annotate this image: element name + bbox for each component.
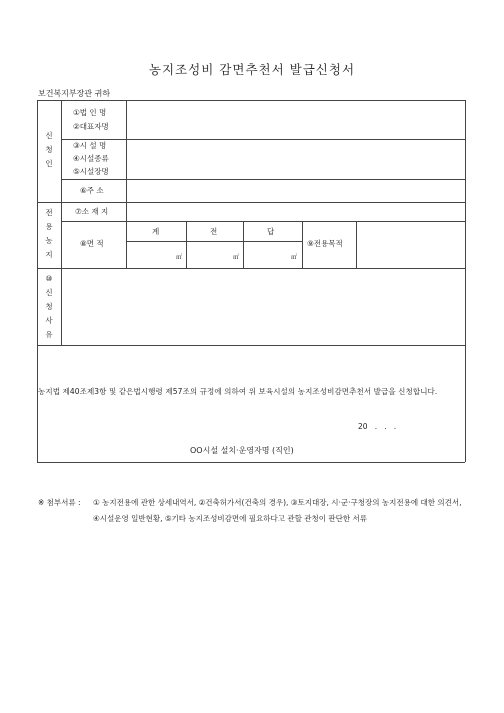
area-field-unit: ㎡ bbox=[233, 254, 240, 261]
reason-label-char: 신 bbox=[45, 288, 53, 297]
address-label: ⑥주 소 bbox=[80, 186, 104, 195]
attachments-label: ※ 첨부서류 : bbox=[38, 498, 81, 507]
reason-section-label bbox=[42, 272, 56, 342]
representative-name-label: ②대표자명 bbox=[73, 122, 109, 131]
farmland-label-char: 용 bbox=[45, 222, 53, 231]
area-total-header: 계 bbox=[152, 227, 160, 236]
farmland-label-char: 농 bbox=[45, 236, 53, 245]
application-date: 20 . . . bbox=[358, 422, 397, 431]
addressee: 보건복지부장관 귀하 bbox=[38, 89, 111, 98]
page-title: 농지조성비 감면추천서 발급신청서 bbox=[148, 62, 356, 77]
facility-type-label: ④시설종류 bbox=[73, 154, 109, 163]
farmland-label-char: 지 bbox=[45, 250, 53, 259]
area-paddy-header: 답 bbox=[267, 227, 275, 236]
reason-label-char: 청 bbox=[45, 302, 53, 311]
applicant-label-char: 인 bbox=[45, 159, 53, 168]
farmland-section-label bbox=[42, 206, 56, 262]
reason-label-char: 사 bbox=[45, 316, 53, 325]
corporation-name-label: ①법 인 명 bbox=[73, 108, 107, 117]
area-paddy-unit: ㎡ bbox=[291, 254, 298, 261]
farmland-label-char: 전 bbox=[45, 208, 53, 217]
purpose-label: ⑨전용목적 bbox=[307, 239, 343, 248]
location-label: ⑦소 재 지 bbox=[75, 207, 109, 216]
application-statement: 농지법 제40조제3항 및 같은법시행령 제57조의 규정에 의하여 위 보육시설의 농지조성비감면추천서 발급을 신청합니다. bbox=[38, 387, 438, 396]
reason-label-char: 유 bbox=[45, 330, 53, 339]
area-field-header: 전 bbox=[210, 227, 218, 236]
area-label: ⑧면 적 bbox=[80, 239, 104, 248]
applicant-label-char: 청 bbox=[45, 145, 53, 154]
area-total-unit: ㎡ bbox=[176, 254, 183, 261]
reason-label-char: ⑩ bbox=[45, 274, 53, 283]
attachments-list: ① 농지전용에 관한 상세내역서, ②건축허가서(건축의 경우), ③토지대장, 시·군·구청장의 농지전용에 대한 의견서, ④시설운영 일반현황, ⑤기타 농지조성비감면에 필요하다고 관할 관청이 판단한 서류 bbox=[93, 498, 462, 523]
facility-head-label: ⑤시설장명 bbox=[73, 167, 109, 176]
applicant-section-label bbox=[42, 129, 56, 171]
applicant-signature: OO시설 설치·운영자명 (직인) bbox=[190, 446, 294, 455]
applicant-label-char: 신 bbox=[45, 131, 53, 140]
facility-name-label: ③시 설 명 bbox=[73, 141, 107, 150]
